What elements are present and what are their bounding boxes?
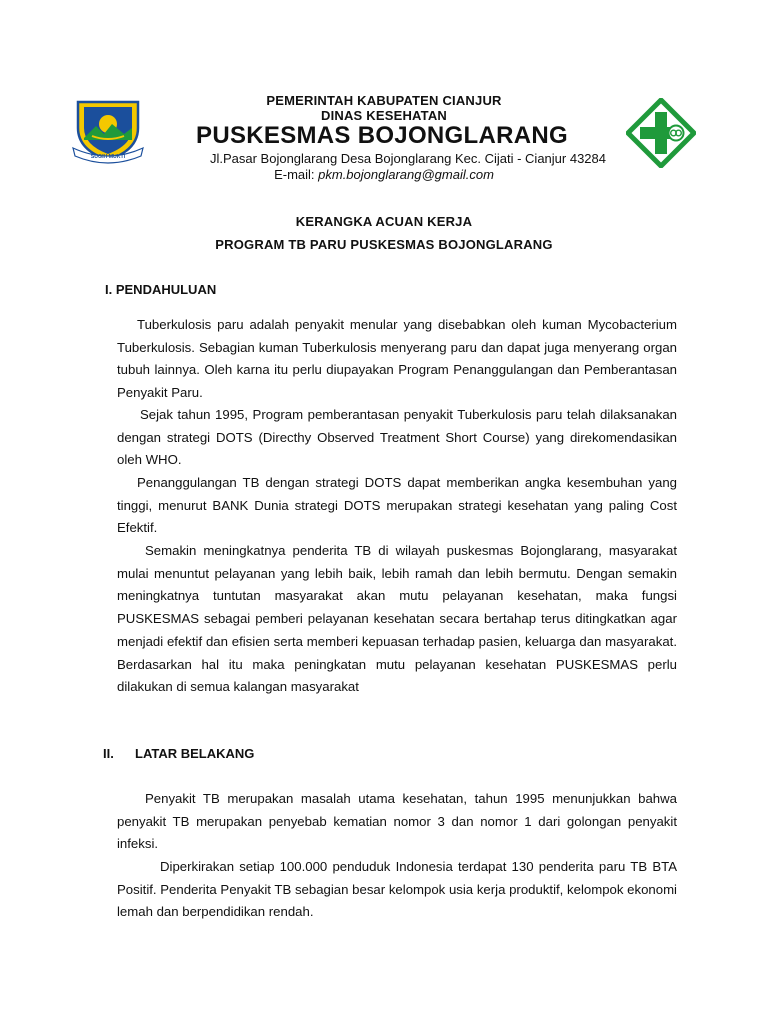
- paragraph: Penanggulangan TB dengan strategi DOTS dapat memberikan angka kesembuhan yang tinggi, menurut BANK Dunia strategi DOTS merupakan strategi kesehatan yang paling Cost Efektif.: [117, 475, 677, 536]
- email-address: pkm.bojonglarang@gmail.com: [318, 167, 494, 182]
- emblem-motto: SUGIH MUKTI: [90, 154, 126, 160]
- email-label: E-mail:: [274, 167, 319, 182]
- institution-address: Jl.Pasar Bojonglarang Desa Bojonglarang Kec. Cijati - Cianjur 43284: [209, 151, 606, 166]
- department-name: DINAS KESEHATAN: [320, 108, 448, 123]
- paragraph: Semakin meningkatnya penderita TB di wilayah puskesmas Bojonglarang, masyarakat mulai menuntut pelayanan yang lebih baik, lebih ramah dan lebih bermutu. Dengan semakin meningkatnya tuntutan masyarakat akan mutu pelayanan kesehatan, maka fungsi PUSKESMAS sebagai pemberi pelayanan kesehatan secara bertahap terus ditingkatkan agar menjadi efektif dan efisien serta memberi kepuasan terhadap pasien, keluarga dan masyarakat. Berdasarkan hal itu maka peningkatan mutu pelayanan kesehatan PUSKESMAS perlu dilakukan di semua kalangan masyarakat: [117, 543, 677, 695]
- institution-name: PUSKESMAS BOJONGLARANG: [196, 122, 568, 149]
- letterhead: [0, 0, 768, 190]
- paragraph: Diperkirakan setiap 100.000 penduduk Indonesia terdapat 130 penderita paru TB BTA Positif. Penderita Penyakit TB sebagian besar kelompok usia kerja produktif, kelompok ekonomi lemah dan berpendidikan rendah.: [117, 859, 677, 920]
- institution-email-line: [0, 167, 768, 182]
- section-number: II.: [103, 746, 114, 761]
- document-subtitle: PROGRAM TB PARU PUSKESMAS BOJONGLARANG: [215, 237, 553, 252]
- paragraph: Penyakit TB merupakan masalah utama kesehatan, tahun 1995 menunjukkan bahwa penyakit TB merupakan penyebab kematian nomor 3 dan nomor 1 dari golongan penyakit infeksi.: [117, 791, 677, 852]
- section-heading-latar-belakang: LATAR BELAKANG: [135, 746, 255, 761]
- paragraph: Tuberkulosis paru adalah penyakit menular yang disebabkan oleh kuman Mycobacterium Tuberkulosis. Sebagian kuman Tuberkulosis menyerang paru dan dapat juga menyerang organ tubuh lainnya. Oleh karna itu perlu diupayakan Program Penanggulangan dan Pemberantasan Penyakit Paru.: [117, 317, 677, 401]
- government-name: PEMERINTAH KABUPATEN CIANJUR: [266, 93, 502, 108]
- puskesmas-cross-icon: [626, 98, 696, 168]
- document-title: KERANGKA ACUAN KERJA: [295, 214, 473, 229]
- section-heading-pendahuluan: I. PENDAHULUAN: [105, 282, 217, 297]
- paragraph: Sejak tahun 1995, Program pemberantasan penyakit Tuberkulosis paru telah dilaksanakan dengan strategi DOTS (Directhy Observed Treatment Short Course) yang direkomendasikan oleh WHO.: [117, 407, 677, 468]
